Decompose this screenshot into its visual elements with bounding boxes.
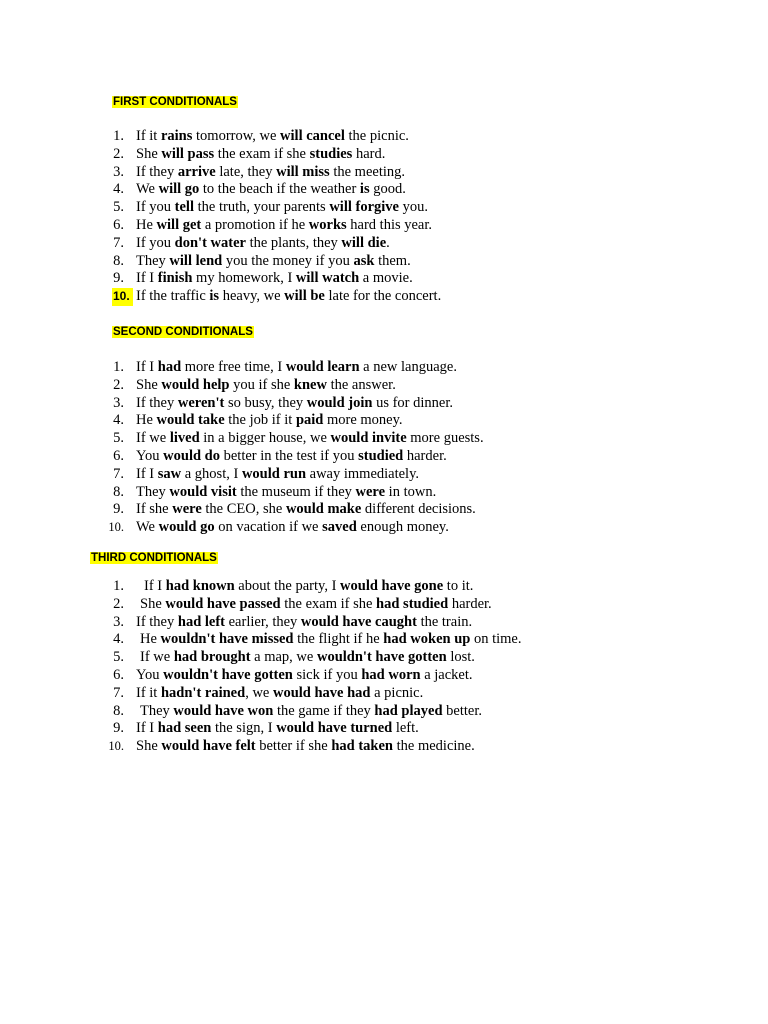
list-item-number: 8. — [113, 483, 124, 500]
sentence-fragment: so busy, they — [224, 394, 307, 411]
list-item-text — [136, 466, 419, 484]
list-item-number: 2. — [113, 376, 124, 393]
sentence-fragment: She — [140, 595, 166, 612]
bold-verb-phrase: had seen — [157, 720, 212, 737]
list-item — [0, 270, 660, 288]
sentence-fragment: If they — [136, 394, 178, 411]
list-item-number: 9. — [113, 501, 124, 518]
bold-verb-phrase: would make — [285, 501, 362, 518]
list-item — [0, 377, 660, 395]
list-item-text — [136, 720, 419, 738]
sentence-fragment: , we — [245, 684, 273, 701]
list-item-number: 9. — [113, 720, 124, 737]
sentence-fragment: If they — [136, 163, 178, 180]
bold-verb-phrase: would go — [158, 519, 215, 536]
list-item-text — [136, 217, 432, 235]
list-item — [0, 578, 660, 596]
bold-verb-phrase: studies — [309, 145, 353, 162]
sentence-fragment: the meeting. — [329, 163, 405, 180]
sentence-fragment: in a bigger house, we — [199, 430, 331, 447]
list-item-number: 2. — [113, 145, 124, 162]
sentence-fragment: late for the concert. — [324, 288, 442, 305]
sentence-fragment: on time. — [470, 631, 522, 648]
sentence-fragment: in town. — [385, 483, 437, 500]
sentence-fragment: the job if it — [224, 412, 296, 429]
list-item — [0, 412, 660, 430]
list-item — [0, 128, 660, 146]
list-item-number: 8. — [113, 702, 124, 719]
bold-verb-phrase: were — [172, 501, 202, 518]
sentence-fragment: us for dinner. — [372, 394, 453, 411]
sentence-fragment: If they — [136, 613, 178, 630]
sentence-fragment: the truth, your parents — [194, 199, 330, 216]
bold-verb-phrase: would learn — [285, 359, 360, 375]
sentence-fragment: on vacation if we — [214, 519, 323, 536]
list-item-text — [140, 649, 475, 667]
sentence-fragment: He — [136, 216, 157, 233]
sentence-fragment: the medicine. — [392, 738, 475, 755]
list-item — [0, 466, 660, 484]
sentence-fragment: the sign, I — [211, 720, 277, 737]
sentence-fragment: you if she — [229, 376, 294, 393]
list-item — [0, 685, 660, 703]
sentence-fragment: We — [136, 181, 159, 198]
bold-verb-phrase: arrive — [177, 163, 216, 180]
sentence-fragment: enough money. — [356, 519, 449, 536]
list-item-number: 1. — [113, 359, 124, 375]
sentence-fragment: heavy, we — [219, 288, 285, 305]
sentence-fragment: the game if they — [273, 702, 375, 719]
sentence-fragment: more money. — [323, 412, 403, 429]
sentence-fragment: a picnic. — [370, 684, 424, 701]
sentence-fragment: If I — [136, 720, 158, 737]
sentence-fragment: the answer. — [326, 376, 396, 393]
bold-verb-phrase: would do — [163, 447, 220, 464]
sentence-fragment: the flight if he — [293, 631, 384, 648]
bold-verb-phrase: were — [355, 483, 386, 500]
sentence-fragment: better if she — [255, 738, 332, 755]
list-item — [0, 484, 660, 502]
sentence-fragment: If we — [140, 649, 174, 666]
sentence-fragment: If I — [136, 359, 158, 375]
sentence-fragment: We — [136, 519, 159, 536]
bold-verb-phrase: saw — [157, 465, 182, 482]
list-item-text — [136, 685, 423, 703]
list-item — [0, 703, 660, 721]
sentence-fragment: better. — [442, 702, 482, 719]
list-item — [0, 631, 660, 649]
sentence-fragment: a map, we — [250, 649, 317, 666]
list-item — [0, 649, 660, 667]
bold-verb-phrase: had studied — [376, 595, 449, 612]
list-item-text — [136, 181, 406, 199]
list-item — [0, 146, 660, 164]
list-item — [0, 181, 660, 199]
list-item-text — [136, 146, 385, 164]
list-item-text — [136, 430, 484, 448]
bold-verb-phrase: would visit — [169, 483, 237, 500]
sentence-fragment: If you — [136, 199, 175, 216]
bold-verb-phrase: would run — [241, 465, 307, 482]
bold-verb-phrase: would have gone — [340, 578, 444, 594]
list-item — [0, 164, 660, 182]
bold-verb-phrase: will be — [284, 288, 325, 305]
list-item-number: 4. — [113, 412, 124, 429]
sentence-fragment: lost. — [446, 649, 475, 666]
list-item — [0, 395, 660, 413]
bold-verb-phrase: wouldn't have gotten — [316, 649, 447, 666]
bold-verb-phrase: will watch — [295, 270, 360, 287]
sentence-fragment: hard this year. — [346, 216, 433, 233]
list-item — [0, 738, 660, 756]
list-item-text — [144, 578, 473, 596]
sentence-fragment: more free time, I — [181, 359, 286, 375]
list-item — [0, 253, 660, 271]
bold-verb-phrase: will pass — [161, 145, 215, 162]
list-item-text — [136, 667, 473, 685]
list-item-text — [136, 614, 472, 632]
sentence-fragment: a jacket. — [420, 666, 473, 683]
sentence-fragment: She — [136, 376, 162, 393]
sentence-fragment: the museum if they — [236, 483, 356, 500]
list-item-text — [136, 270, 413, 288]
sentence-fragment: late, they — [215, 163, 277, 180]
bold-verb-phrase: will lend — [169, 252, 223, 269]
sentence-fragment: left. — [392, 720, 419, 737]
list-item-number: 6. — [113, 216, 124, 233]
bold-verb-phrase: would have caught — [300, 613, 417, 630]
bold-verb-phrase: will go — [158, 181, 200, 198]
list-item-text — [136, 235, 390, 253]
list-item-text — [136, 199, 428, 217]
sentence-fragment: the picnic. — [344, 128, 409, 144]
bold-verb-phrase: will cancel — [280, 128, 345, 144]
list-item-text — [136, 128, 409, 146]
list-item-number: 9. — [113, 270, 124, 287]
sentence-fragment: a promotion if he — [201, 216, 309, 233]
list-item — [0, 217, 660, 235]
bold-verb-phrase: had played — [374, 702, 443, 719]
list-item-number: 3. — [113, 394, 124, 411]
bold-verb-phrase: had taken — [331, 738, 393, 755]
list-item — [0, 235, 660, 253]
list-item-text — [140, 596, 492, 614]
first-conditionals-heading-text: FIRST CONDITIONALS — [113, 96, 237, 108]
list-item-text — [136, 395, 453, 413]
bold-verb-phrase: would have felt — [161, 738, 256, 755]
list-item-number: 8. — [113, 252, 124, 269]
list-item — [0, 430, 660, 448]
list-item-number: 5. — [113, 199, 124, 216]
bold-verb-phrase: is — [209, 288, 220, 305]
sentence-fragment: harder. — [448, 595, 492, 612]
bold-verb-phrase: would have passed — [165, 595, 281, 612]
bold-verb-phrase: studied — [358, 447, 404, 464]
list-item-text — [136, 164, 405, 182]
list-item-number: 10. — [112, 288, 133, 306]
list-item-text — [136, 359, 457, 377]
sentence-fragment: better in the test if you — [219, 447, 359, 464]
list-item-text — [140, 631, 522, 649]
list-item — [0, 448, 660, 466]
list-item-text — [136, 484, 436, 502]
list-item-number: 4. — [113, 631, 124, 648]
bold-verb-phrase: had left — [177, 613, 225, 630]
list-item — [0, 614, 660, 632]
list-item-number: 3. — [113, 163, 124, 180]
list-item — [0, 667, 660, 685]
sentence-fragment: They — [140, 702, 174, 719]
bold-verb-phrase: finish — [157, 270, 193, 287]
list-item-text — [136, 412, 403, 430]
second-conditionals-heading — [112, 325, 254, 339]
sentence-fragment: the plants, they — [245, 234, 342, 251]
third-conditionals-heading — [90, 551, 218, 565]
sentence-fragment: tomorrow, we — [192, 128, 281, 144]
bold-verb-phrase: would help — [161, 376, 230, 393]
list-item-text — [136, 377, 396, 395]
list-item-number: 7. — [113, 684, 124, 701]
sentence-fragment: to the beach if the weather — [199, 181, 360, 198]
second-conditionals-heading-text: SECOND CONDITIONALS — [113, 326, 253, 338]
sentence-fragment: the exam if she — [214, 145, 310, 162]
bold-verb-phrase: works — [308, 216, 347, 233]
list-item-number: 1. — [113, 578, 124, 594]
sentence-fragment: to it. — [443, 578, 474, 594]
list-item-number: 1. — [113, 128, 124, 144]
sentence-fragment: If we — [136, 430, 170, 447]
sentence-fragment: He — [136, 412, 157, 429]
bold-verb-phrase: ask — [353, 252, 375, 269]
list-item-text — [136, 288, 441, 306]
bold-verb-phrase: had — [157, 359, 182, 375]
bold-verb-phrase: tell — [174, 199, 194, 216]
sentence-fragment: good. — [369, 181, 406, 198]
sentence-fragment: more guests. — [406, 430, 484, 447]
list-item-number: 10. — [108, 739, 124, 754]
sentence-fragment: . — [386, 234, 390, 251]
sentence-fragment: earlier, they — [225, 613, 301, 630]
list-item-number: 5. — [113, 430, 124, 447]
bold-verb-phrase: paid — [295, 412, 324, 429]
bold-verb-phrase: hadn't rained — [160, 684, 246, 701]
sentence-fragment: them. — [374, 252, 411, 269]
list-item — [0, 359, 660, 377]
sentence-fragment: hard. — [352, 145, 386, 162]
sentence-fragment: He — [140, 631, 161, 648]
bold-verb-phrase: will forgive — [329, 199, 399, 216]
sentence-fragment: a ghost, I — [181, 465, 242, 482]
bold-verb-phrase: is — [359, 181, 370, 198]
third-conditionals-list — [0, 578, 660, 756]
sentence-fragment: different decisions. — [361, 501, 476, 518]
bold-verb-phrase: saved — [322, 519, 357, 536]
sentence-fragment: If the traffic — [136, 288, 210, 305]
sentence-fragment: a movie. — [359, 270, 413, 287]
sentence-fragment: If I — [136, 465, 158, 482]
sentence-fragment: You — [136, 666, 164, 683]
bold-verb-phrase: had known — [165, 578, 235, 594]
sentence-fragment: They — [136, 252, 170, 269]
list-item-text — [136, 253, 411, 271]
sentence-fragment: She — [136, 145, 162, 162]
list-item-number: 7. — [113, 234, 124, 251]
sentence-fragment: the train. — [416, 613, 473, 630]
sentence-fragment: She — [136, 738, 162, 755]
list-item-number: 6. — [113, 666, 124, 683]
sentence-fragment: If she — [136, 501, 173, 518]
sentence-fragment: sick if you — [292, 666, 362, 683]
bold-verb-phrase: knew — [293, 376, 327, 393]
bold-verb-phrase: will die — [341, 234, 387, 251]
bold-verb-phrase: would invite — [330, 430, 407, 447]
sentence-fragment: If I — [136, 270, 158, 287]
list-item-text — [136, 501, 476, 519]
bold-verb-phrase: wouldn't have missed — [160, 631, 294, 648]
sentence-fragment: You — [136, 447, 164, 464]
list-item-number: 6. — [113, 447, 124, 464]
list-item — [0, 199, 660, 217]
bold-verb-phrase: would join — [306, 394, 373, 411]
list-item — [0, 720, 660, 738]
sentence-fragment: They — [136, 483, 170, 500]
list-item — [0, 596, 660, 614]
bold-verb-phrase: don't water — [174, 234, 246, 251]
bold-verb-phrase: would have had — [272, 684, 371, 701]
sentence-fragment: the CEO, she — [201, 501, 286, 518]
sentence-fragment: the exam if she — [280, 595, 377, 612]
bold-verb-phrase: will miss — [276, 163, 330, 180]
sentence-fragment: If you — [136, 234, 175, 251]
bold-verb-phrase: had worn — [361, 666, 421, 683]
sentence-fragment: harder. — [403, 447, 447, 464]
list-item — [0, 519, 660, 537]
sentence-fragment: about the party, I — [234, 578, 341, 594]
sentence-fragment: If it — [136, 684, 161, 701]
list-item — [0, 501, 660, 519]
list-item-number: 10. — [108, 520, 124, 535]
bold-verb-phrase: will get — [156, 216, 202, 233]
first-conditionals-heading — [112, 95, 238, 109]
sentence-fragment: If I — [144, 578, 166, 594]
bold-verb-phrase: had woken up — [383, 631, 471, 648]
list-item-number: 2. — [113, 595, 124, 612]
list-item-number: 4. — [113, 181, 124, 198]
bold-verb-phrase: weren't — [177, 394, 225, 411]
list-item-number: 7. — [113, 465, 124, 482]
sentence-fragment: you. — [398, 199, 428, 216]
sentence-fragment: a new language. — [359, 359, 457, 375]
list-item-text — [136, 448, 447, 466]
bold-verb-phrase: lived — [169, 430, 200, 447]
sentence-fragment: away immediately. — [306, 465, 420, 482]
list-item-text — [136, 519, 449, 537]
list-item-number: 5. — [113, 649, 124, 666]
sentence-fragment: you the money if you — [222, 252, 354, 269]
sentence-fragment: my homework, I — [192, 270, 296, 287]
bold-verb-phrase: wouldn't have gotten — [163, 666, 293, 683]
list-item — [0, 288, 660, 306]
second-conditionals-list — [0, 359, 660, 537]
sentence-fragment: If it — [136, 128, 161, 144]
list-item-number: 3. — [113, 613, 124, 630]
bold-verb-phrase: would have turned — [276, 720, 393, 737]
bold-verb-phrase: would take — [156, 412, 225, 429]
bold-verb-phrase: rains — [160, 128, 193, 144]
third-conditionals-heading-text: THIRD CONDITIONALS — [91, 552, 217, 564]
bold-verb-phrase: had brought — [173, 649, 251, 666]
first-conditionals-list — [0, 128, 660, 306]
list-item-text — [136, 738, 475, 756]
bold-verb-phrase: would have won — [173, 702, 274, 719]
list-item-text — [140, 703, 482, 721]
